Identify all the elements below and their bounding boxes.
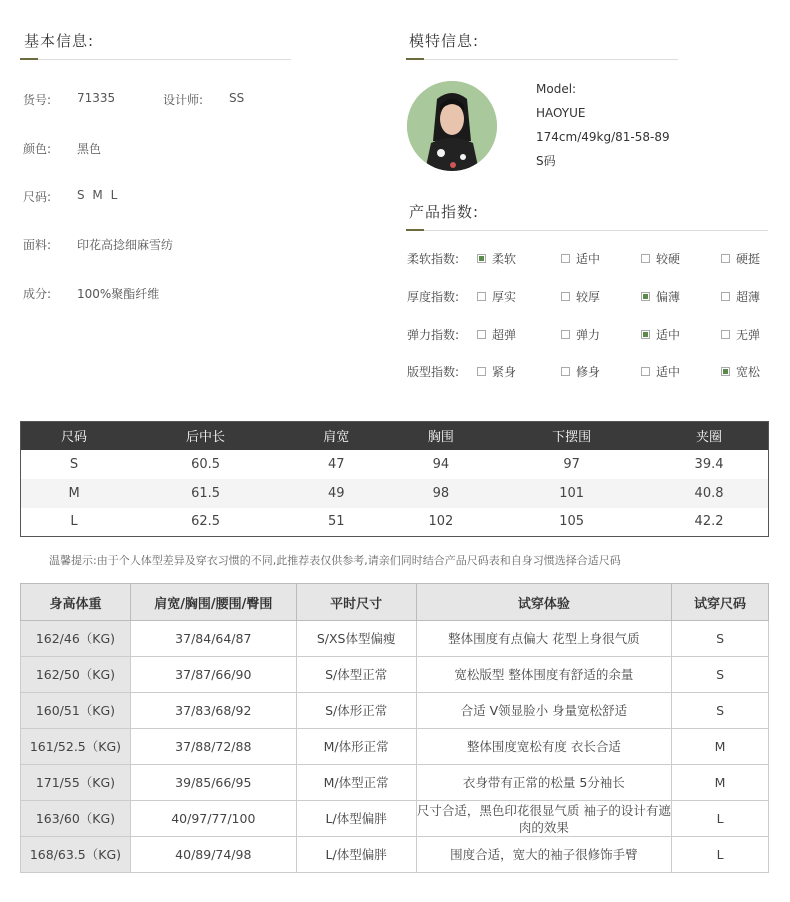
checkbox-icon	[561, 367, 570, 376]
table-row	[21, 621, 769, 657]
checkbox-icon	[561, 292, 570, 301]
color-value: 黑色	[77, 142, 102, 156]
table-cell: 整体围度有点偏大 花型上身很气质	[416, 621, 672, 657]
index-option-label: 硬挺	[736, 252, 761, 266]
model-name: HAOYUE	[536, 106, 586, 120]
table-cell: 98	[389, 479, 494, 508]
size-table-header-cell: 夹圈	[650, 422, 768, 450]
divider	[406, 59, 678, 60]
index-option	[477, 250, 516, 267]
index-option	[721, 363, 760, 380]
table-cell: 101	[493, 479, 650, 508]
index-option	[561, 326, 600, 343]
index-option	[477, 326, 516, 343]
table-cell: 60.5	[191, 456, 221, 472]
model-line-1: Model:	[536, 82, 577, 96]
index-option-label: 适中	[576, 252, 601, 266]
table-cell: 37/83/68/92	[130, 693, 296, 729]
table-cell: 尺寸合适，黑色印花很显气质 袖子的设计有遮肉的效果	[416, 802, 671, 835]
index-option	[721, 250, 760, 267]
index-option	[561, 363, 600, 380]
size-table-header-cell: 后中长	[127, 422, 284, 450]
table-cell: 171/55（KG)	[21, 765, 131, 801]
product-index-title: 产品指数:	[409, 203, 480, 221]
fit-table-header-cell: 身高体重	[21, 584, 131, 621]
model-avatar	[407, 81, 497, 171]
divider-accent	[20, 58, 38, 60]
index-row-label: 版型指数:	[407, 365, 460, 379]
designer-value: SS	[229, 91, 245, 105]
divider-accent	[406, 58, 424, 60]
table-cell: L	[672, 837, 769, 873]
index-row-label: 柔软指数:	[407, 252, 460, 266]
table-row	[21, 479, 769, 508]
table-cell: S	[672, 621, 769, 657]
table-cell: 94	[432, 456, 450, 472]
fit-table-header-cell: 试穿体验	[416, 584, 672, 621]
table-cell: L	[70, 514, 78, 530]
index-option	[477, 363, 516, 380]
checked-box-icon	[641, 330, 650, 339]
index-row-label: 厚度指数:	[407, 290, 460, 304]
index-option	[721, 326, 760, 343]
table-cell: 163/60（KG)	[21, 801, 131, 837]
table-cell: S	[672, 657, 769, 693]
table-cell: 102	[428, 514, 454, 530]
table-row	[21, 508, 769, 537]
table-cell: S/体形正常	[296, 693, 416, 729]
checkbox-icon	[561, 330, 570, 339]
fit-table	[20, 583, 769, 873]
table-cell: M/体型正常	[296, 765, 416, 801]
index-option-label: 柔软	[492, 252, 517, 266]
item-no-value: 71335	[77, 91, 116, 105]
size-table-header	[21, 422, 769, 450]
checked-box-icon	[641, 292, 650, 301]
table-cell: 162/46（KG)	[21, 621, 131, 657]
size-table-header-cell: 肩宽	[284, 422, 389, 450]
table-cell: 162/50（KG)	[21, 657, 131, 693]
checkbox-icon	[721, 330, 730, 339]
size-tip: 温馨提示:由于个人体型差异及穿衣习惯的不同,此推荐表仅供参考,请亲们同时结合产品尺码表和自身习惯选择合适尺码	[49, 554, 621, 567]
index-option-label: 无弹	[736, 328, 761, 342]
table-row	[21, 657, 769, 693]
table-cell: M	[672, 729, 769, 765]
fit-table-header-cell: 平时尺寸	[296, 584, 416, 621]
index-option-label: 适中	[656, 365, 681, 379]
table-cell: 168/63.5（KG)	[21, 837, 131, 873]
index-option	[641, 363, 680, 380]
table-cell: S	[69, 456, 79, 472]
table-row	[21, 693, 769, 729]
checkbox-icon	[561, 254, 570, 263]
table-cell: 衣身带有正常的松量 5分袖长	[416, 765, 672, 801]
index-option-label: 紧身	[492, 365, 517, 379]
size-table-header-cell: 胸围	[389, 422, 494, 450]
checkbox-icon	[477, 330, 486, 339]
checkbox-icon	[477, 367, 486, 376]
color-label: 颜色:	[23, 142, 52, 156]
table-row	[21, 837, 769, 873]
size-table-header-cell: 下摆围	[493, 422, 650, 450]
table-cell: 39.4	[694, 456, 724, 472]
table-cell: 40/97/77/100	[130, 801, 296, 837]
item-no-label: 货号:	[23, 93, 52, 107]
table-cell: L/体型偏胖	[296, 801, 416, 837]
size-value: S M L	[77, 188, 118, 202]
checkbox-icon	[477, 292, 486, 301]
index-option	[641, 326, 680, 343]
table-cell: 39/85/66/95	[130, 765, 296, 801]
table-cell: 97	[563, 456, 580, 472]
index-option	[561, 250, 600, 267]
model-measurements: 174cm/49kg/81-58-89	[536, 130, 670, 144]
table-cell: 整体围度宽松有度 衣长合适	[416, 729, 672, 765]
fit-table-header	[21, 584, 769, 621]
index-option-label: 超薄	[736, 290, 761, 304]
index-option-label: 适中	[656, 328, 681, 342]
table-cell: M	[21, 479, 128, 508]
divider	[20, 59, 291, 60]
index-option	[721, 288, 760, 305]
table-cell: 37/88/72/88	[130, 729, 296, 765]
designer-label: 设计师:	[163, 93, 204, 107]
table-cell: L/体型偏胖	[296, 837, 416, 873]
size-label: 尺码:	[23, 190, 52, 204]
divider	[406, 230, 768, 231]
table-row	[21, 729, 769, 765]
table-cell: 42.2	[694, 514, 724, 530]
index-option-label: 较厚	[576, 290, 601, 304]
table-cell: 61.5	[127, 479, 284, 508]
index-option-label: 较硬	[656, 252, 681, 266]
checkbox-icon	[641, 254, 650, 263]
table-cell: S/XS体型偏瘦	[296, 621, 416, 657]
table-cell: L	[672, 801, 769, 837]
composition-label: 成分:	[23, 287, 52, 301]
index-option-label: 厚实	[492, 290, 517, 304]
model-info-title: 模特信息:	[409, 32, 480, 50]
table-cell: 围度合适，宽大的袖子很修饰手臂	[416, 837, 672, 873]
table-cell: 49	[284, 479, 389, 508]
index-row-label: 弹力指数:	[407, 328, 460, 342]
fit-table-header-cell: 试穿尺码	[672, 584, 769, 621]
divider-accent	[406, 229, 424, 231]
index-option	[641, 288, 680, 305]
index-option-label: 修身	[576, 365, 601, 379]
index-option-label: 宽松	[736, 365, 761, 379]
fabric-value: 印花高捻细麻雪纺	[77, 238, 174, 252]
table-cell: 40/89/74/98	[130, 837, 296, 873]
checkbox-icon	[721, 292, 730, 301]
table-cell: 161/52.5（KG)	[21, 729, 131, 765]
table-cell: 合适 V领显脸小 身量宽松舒适	[416, 693, 672, 729]
table-cell: 40.8	[650, 479, 768, 508]
checked-box-icon	[477, 254, 486, 263]
table-cell: 47	[328, 456, 345, 472]
index-option-label: 超弹	[492, 328, 517, 342]
table-cell: S	[672, 693, 769, 729]
checkbox-icon	[721, 254, 730, 263]
table-cell: 105	[559, 514, 585, 530]
index-option	[641, 250, 680, 267]
index-option	[561, 288, 600, 305]
table-cell: 37/87/66/90	[130, 657, 296, 693]
checked-box-icon	[721, 367, 730, 376]
table-cell: 51	[328, 514, 345, 530]
composition-value: 100%聚酯纤维	[77, 287, 160, 301]
index-option-label: 弹力	[576, 328, 601, 342]
table-row	[21, 450, 769, 479]
table-cell: 62.5	[191, 514, 221, 530]
table-cell: 37/84/64/87	[130, 621, 296, 657]
table-cell: 宽松版型 整体围度有舒适的余量	[416, 657, 672, 693]
index-option-label: 偏薄	[656, 290, 681, 304]
size-table-header-cell: 尺码	[21, 422, 128, 450]
table-cell: 160/51（KG)	[21, 693, 131, 729]
index-option	[477, 288, 516, 305]
table-cell: M/体形正常	[296, 729, 416, 765]
table-cell: S/体型正常	[296, 657, 416, 693]
basic-info-title: 基本信息:	[24, 32, 95, 50]
model-size: S码	[536, 154, 556, 168]
table-cell: M	[672, 765, 769, 801]
fabric-label: 面料:	[23, 238, 52, 252]
size-table	[20, 421, 769, 537]
table-row	[21, 801, 769, 837]
fit-table-header-cell: 肩宽/胸围/腰围/臀围	[130, 584, 296, 621]
table-row	[21, 765, 769, 801]
checkbox-icon	[641, 367, 650, 376]
